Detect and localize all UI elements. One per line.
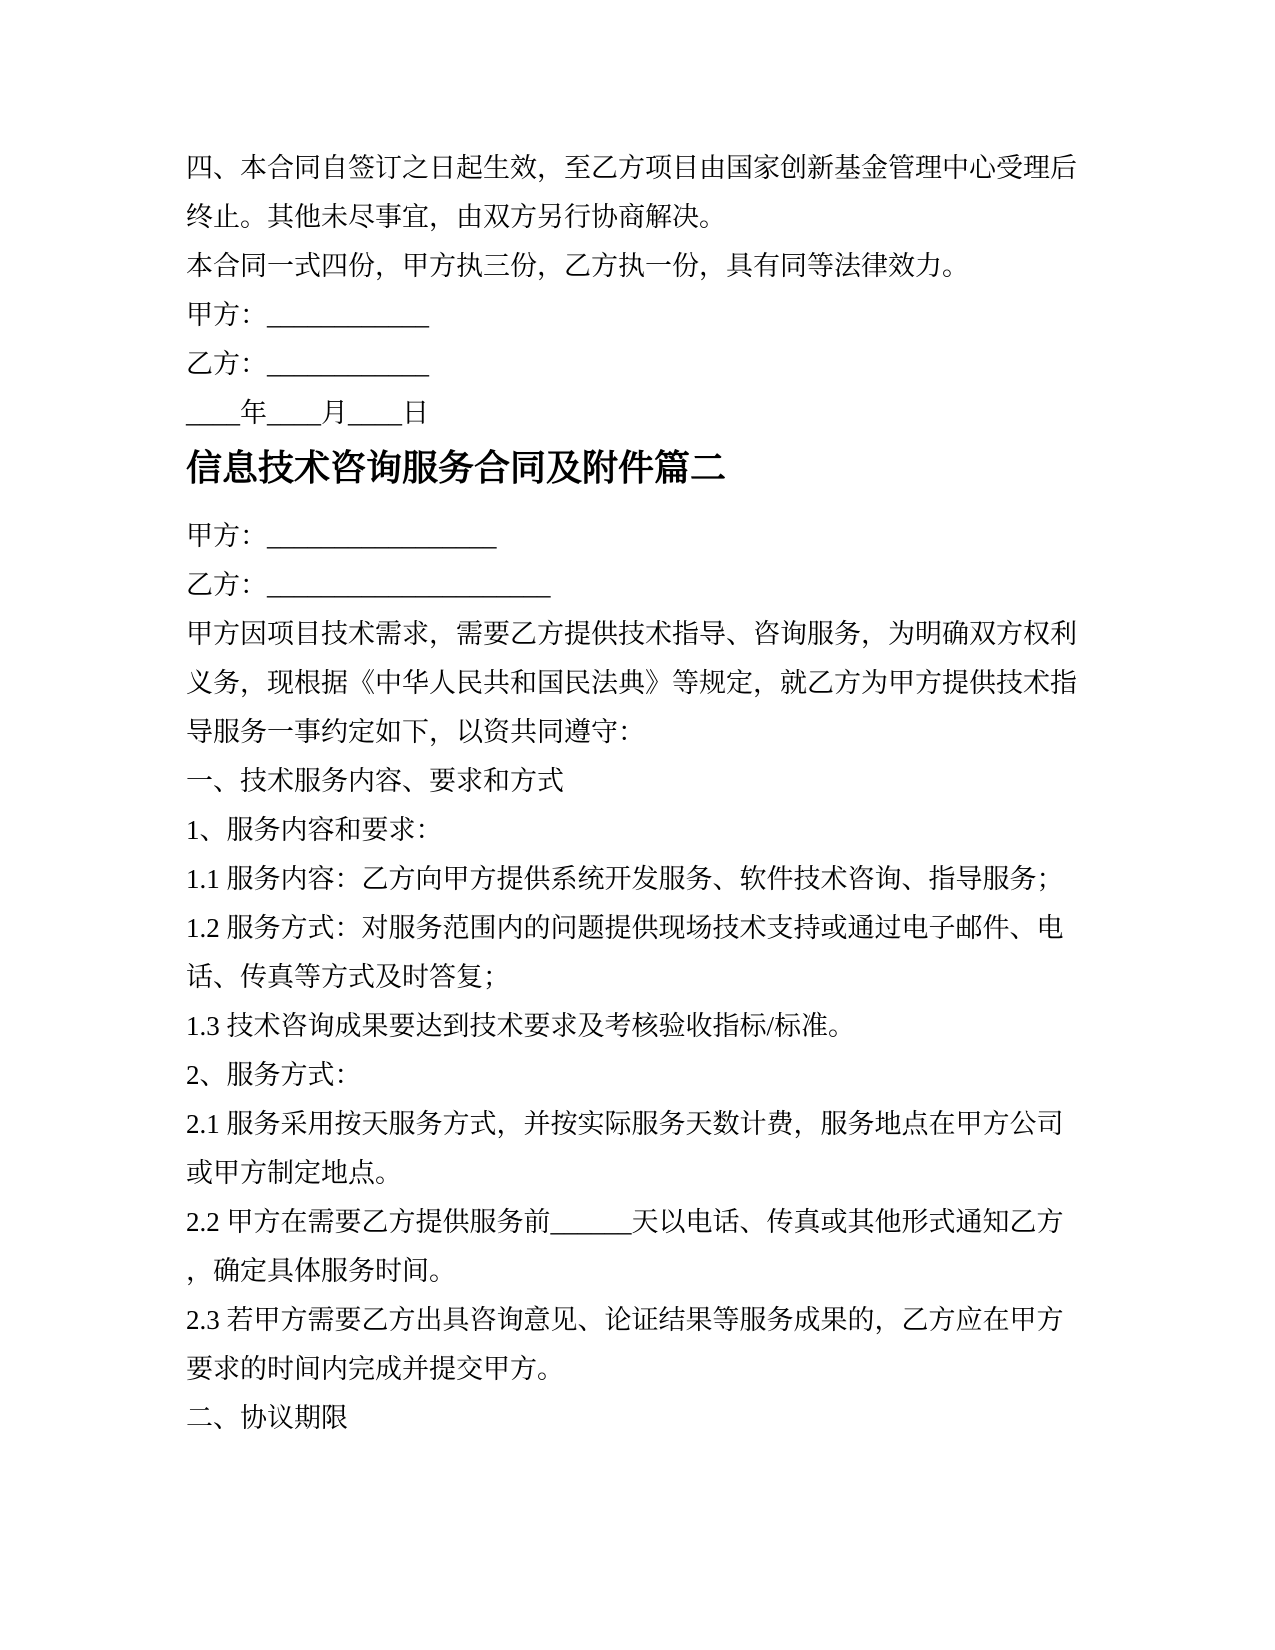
text-line: 1.2 服务方式：对服务范围内的问题提供现场技术支持或通过电子邮件、电 bbox=[186, 913, 1064, 943]
text-line: 2.1 服务采用按天服务方式，并按实际服务天数计费，服务地点在甲方公司 bbox=[186, 1109, 1064, 1139]
text-line: 四、本合同自签订之日起生效，至乙方项目由国家创新基金管理中心受理后 bbox=[186, 153, 1077, 183]
text-line: ，确定具体服务时间。 bbox=[186, 1256, 456, 1286]
text-line: 甲方因项目技术需求，需要乙方提供技术指导、咨询服务，为明确双方权利 bbox=[186, 619, 1077, 649]
text-line: 1、服务内容和要求： bbox=[186, 815, 443, 845]
text-line: 义务，现根据《中华人民共和国民法典》等规定，就乙方为甲方提供技术指 bbox=[186, 668, 1077, 698]
text-line: 2.2 甲方在需要乙方提供服务前______天以电话、传真或其他形式通知乙方 bbox=[186, 1207, 1064, 1237]
text-line: 乙方：_____________________ bbox=[186, 570, 551, 600]
text-line: 2.3 若甲方需要乙方出具咨询意见、论证结果等服务成果的，乙方应在甲方 bbox=[186, 1305, 1064, 1335]
text-line: 本合同一式四份，甲方执三份，乙方执一份，具有同等法律效力。 bbox=[186, 251, 969, 281]
text-line: 1.3 技术咨询成果要达到技术要求及考核验收指标/标准。 bbox=[186, 1011, 856, 1041]
text-line: 一、技术服务内容、要求和方式 bbox=[186, 766, 564, 796]
text-line: 甲方：_________________ bbox=[186, 521, 497, 551]
text-line: 话、传真等方式及时答复； bbox=[186, 962, 510, 992]
text-line: ____年____月____日 bbox=[186, 398, 429, 428]
text-line: 二、协议期限 bbox=[186, 1403, 348, 1433]
text-line: 或甲方制定地点。 bbox=[186, 1158, 402, 1188]
text-line: 要求的时间内完成并提交甲方。 bbox=[186, 1354, 564, 1384]
text-line: 终止。其他未尽事宜，由双方另行协商解决。 bbox=[186, 202, 726, 232]
text-line: 1.1 服务内容：乙方向甲方提供系统开发服务、软件技术咨询、指导服务； bbox=[186, 864, 1064, 894]
text-line: 甲方：____________ bbox=[186, 300, 429, 330]
document-body bbox=[186, 144, 1095, 1443]
text-line: 乙方：____________ bbox=[186, 349, 429, 379]
contract-title: 信息技术咨询服务合同及附件篇二 bbox=[186, 448, 727, 488]
text-line: 导服务一事约定如下，以资共同遵守： bbox=[186, 717, 645, 747]
text-line: 2、服务方式： bbox=[186, 1060, 362, 1090]
